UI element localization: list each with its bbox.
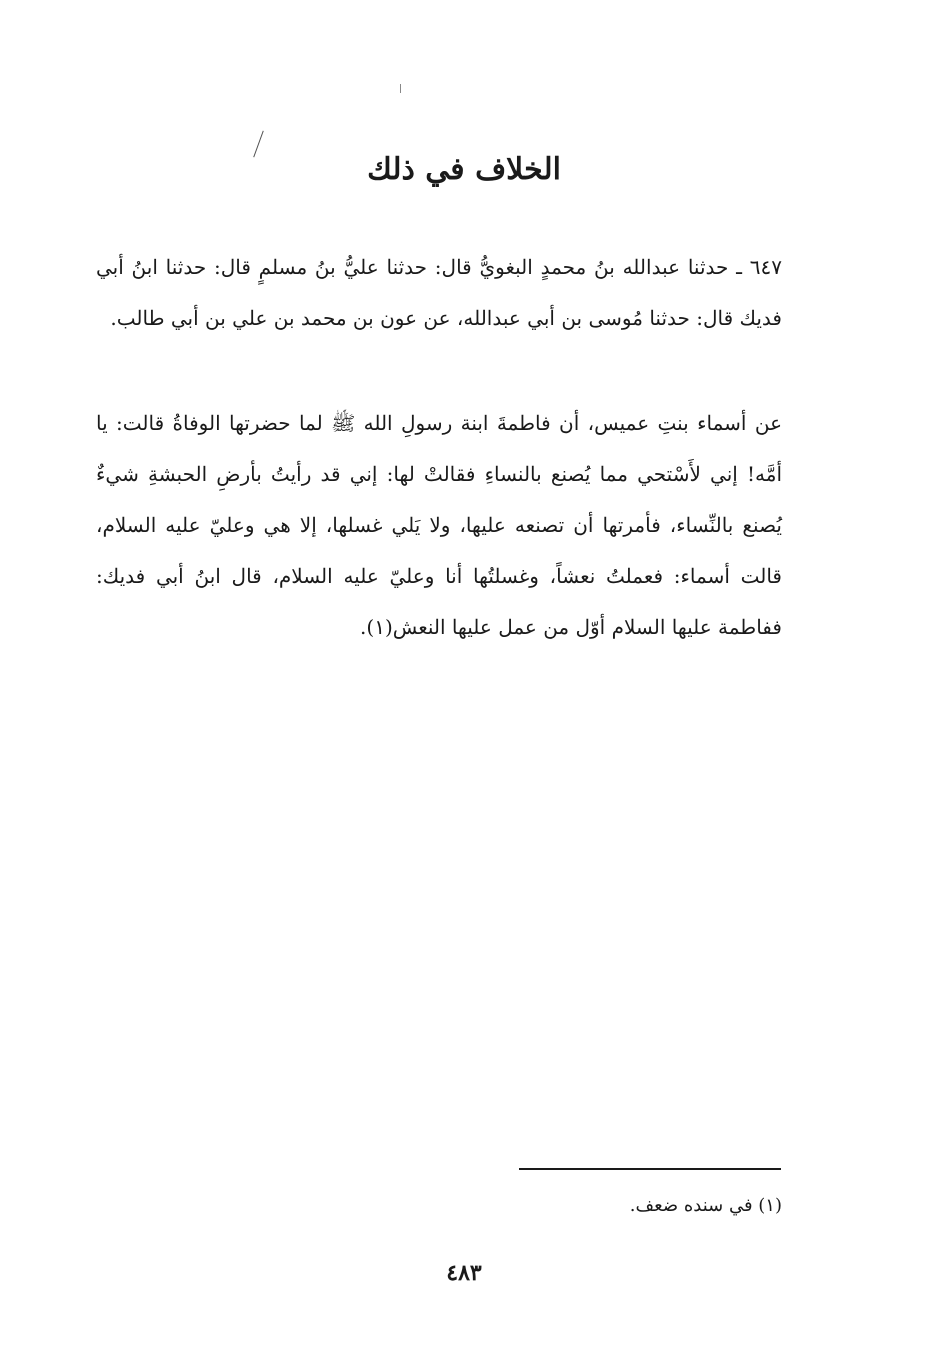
page-number: ٤٨٣ [446,1260,482,1286]
section-heading: الخلاف في ذلك [367,152,561,187]
hadith-isnad-paragraph: ٦٤٧ ـ حدثنا عبدالله بنُ محمدٍ البغويُّ قال: حدثنا عليُّ بنُ مسلمٍ قال: حدثنا ابنُ أبي فديك قال: حدثنا مُوسى بن أبي عبدالله، عن عون بن محمد بن علي بن أبي طالب. [96,255,782,330]
footnote: (١) في سنده ضعف. [629,1195,782,1216]
hadith-text-paragraph: عن أسماء بنتِ عميس، أن فاطمةَ ابنة رسولِ الله ﷺ لما حضرتها الوفاةُ قالت: يا أمَّه! إني لأَسْتحي مما يُصنع بالنساءِ فقالتْ لها: إني قد رأيتُ بأرضِ الحبشةِ شيءٌ يُصنع بالنِّساء، فأمرتها أن تصنعه عليها، ولا يَلي غسلها، إلا هي وعليّ عليه السلام، قالت أسماء: فعملتُ نعشاً، وغسلتُها أنا وعليّ عليه السلام، قال ابنُ أبي فديك: ففاطمة عليها السلام أوّل من عمل عليها النعش(١). [96,411,782,639]
footnote-separator [519,1168,781,1170]
scan-artifact [400,84,401,93]
